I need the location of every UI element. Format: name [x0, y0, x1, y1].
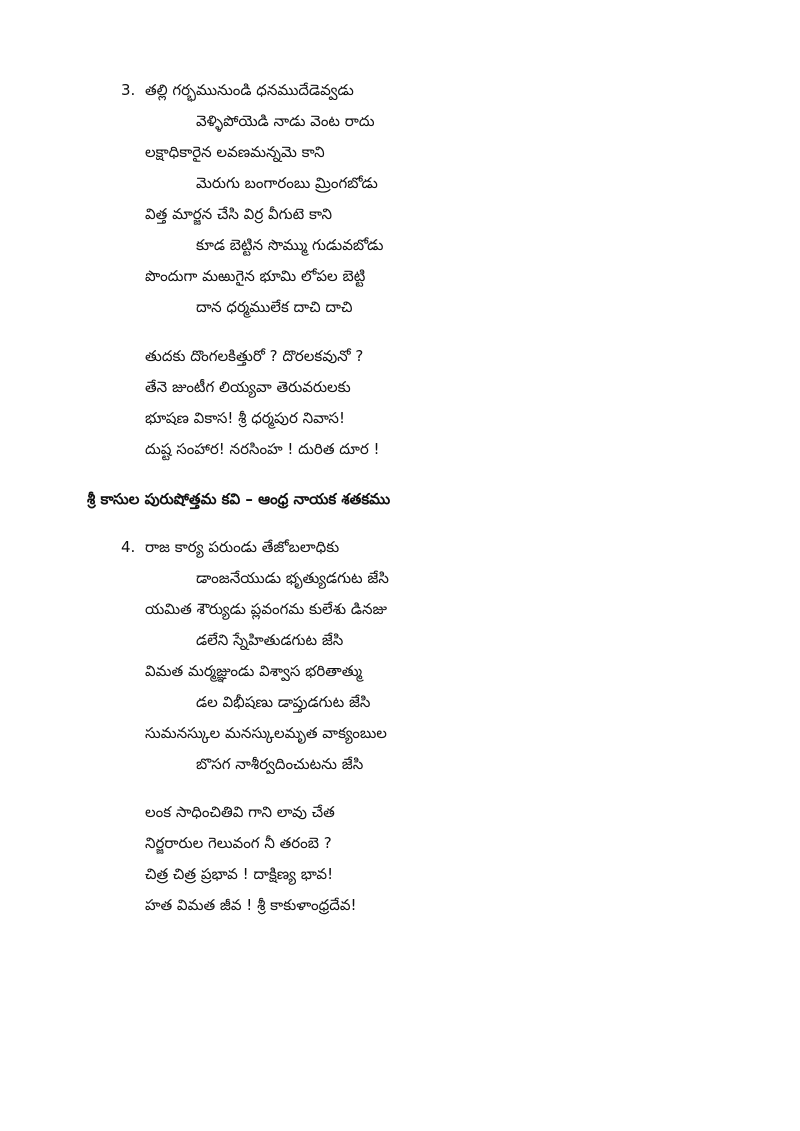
poem-3-line-9: తుదకు దొంగలకిత్తురో ? దొరలకవునో ? [145, 347, 364, 365]
poem-4-line-2: డాంజనేయుడు భృత్యుడగుట జేసి [196, 569, 389, 587]
poem-3-line-10: తేనె జుంటీగ లియ్యవా తెరువరులకు [145, 378, 351, 396]
poem-4-line-10: నిర్జరారుల గెలువంగ నీ తరంబె ? [145, 834, 332, 852]
verse-text: రాజ కార్య పరుండు తేజోబలాధికు [145, 538, 340, 556]
poem-3-line-5: విత్త మార్జన చేసి విర్ర వీగుటె కాని [145, 205, 333, 223]
section-heading: శ్రీ కాసుల పురుషోత్తమ కవి – ఆంధ్ర నాయక శతకము [87, 490, 391, 508]
poem-4-line-8: బొసగ నాశీర్వదించుటను జేసి [196, 755, 364, 773]
poem-3-line-3: లక్షాధికారైన లవణమన్నమె కాని [145, 143, 325, 161]
poem-4-line-9: లంక సాధించితివి గాని లావు చేత [145, 803, 335, 821]
poem-3-line-6: కూడ బెట్టిన సొమ్ము గుడువబోడు [196, 236, 384, 254]
verse-text: తల్లి గర్భమునుండి ధనముదేడెవ్వడు [145, 81, 354, 99]
poem-4-line-1 [121, 537, 339, 557]
poem-4-number: 4. [121, 538, 136, 556]
poem-4-line-3: యమిత శౌర్యుడు ప్లవంగమ కులేశు డినజు [145, 600, 388, 618]
poem-3-line-8: దాన ధర్మములేక దాచి దాచి [196, 298, 353, 316]
poem-3-line-2: వెళ్ళిపోయెడి నాడు వెంట రాదు [196, 112, 375, 130]
poem-4-line-7: సుమనస్కుల మనస్కులమృత వాక్యంబుల [145, 724, 387, 742]
poem-3-line-12: దుష్ట సంహార! నరసింహ ! దురిత దూర ! [145, 440, 380, 458]
poem-4-line-5: విమత మర్మజ్ఞుండు విశ్వాస భరితాత్ము [145, 662, 363, 680]
poem-3-line-1 [121, 80, 354, 100]
poem-4-line-11: చిత్ర చిత్ర ప్రభావ ! దాక్షిణ్య భావ! [145, 865, 334, 883]
poem-3-line-4: మెరుగు బంగారంబు మ్రింగబోడు [196, 174, 378, 192]
poem-4-line-6: డల విభీషణు డాప్తుడగుట జేసి [196, 693, 371, 711]
poem-4-line-12: హత విమత జీవ ! శ్రీ కాకుళాంధ్రదేవ! [145, 896, 357, 914]
poem-4-line-4: డలేని స్నేహితుడగుట జేసి [196, 631, 344, 649]
poem-3-line-7: పొందుగా మఱుగైన భూమి లోపల బెట్టి [145, 267, 366, 285]
poem-3-line-11: భూషణ వికాస! శ్రీ ధర్మపుర నివాస! [145, 409, 345, 427]
poem-3-number: 3. [121, 81, 136, 99]
